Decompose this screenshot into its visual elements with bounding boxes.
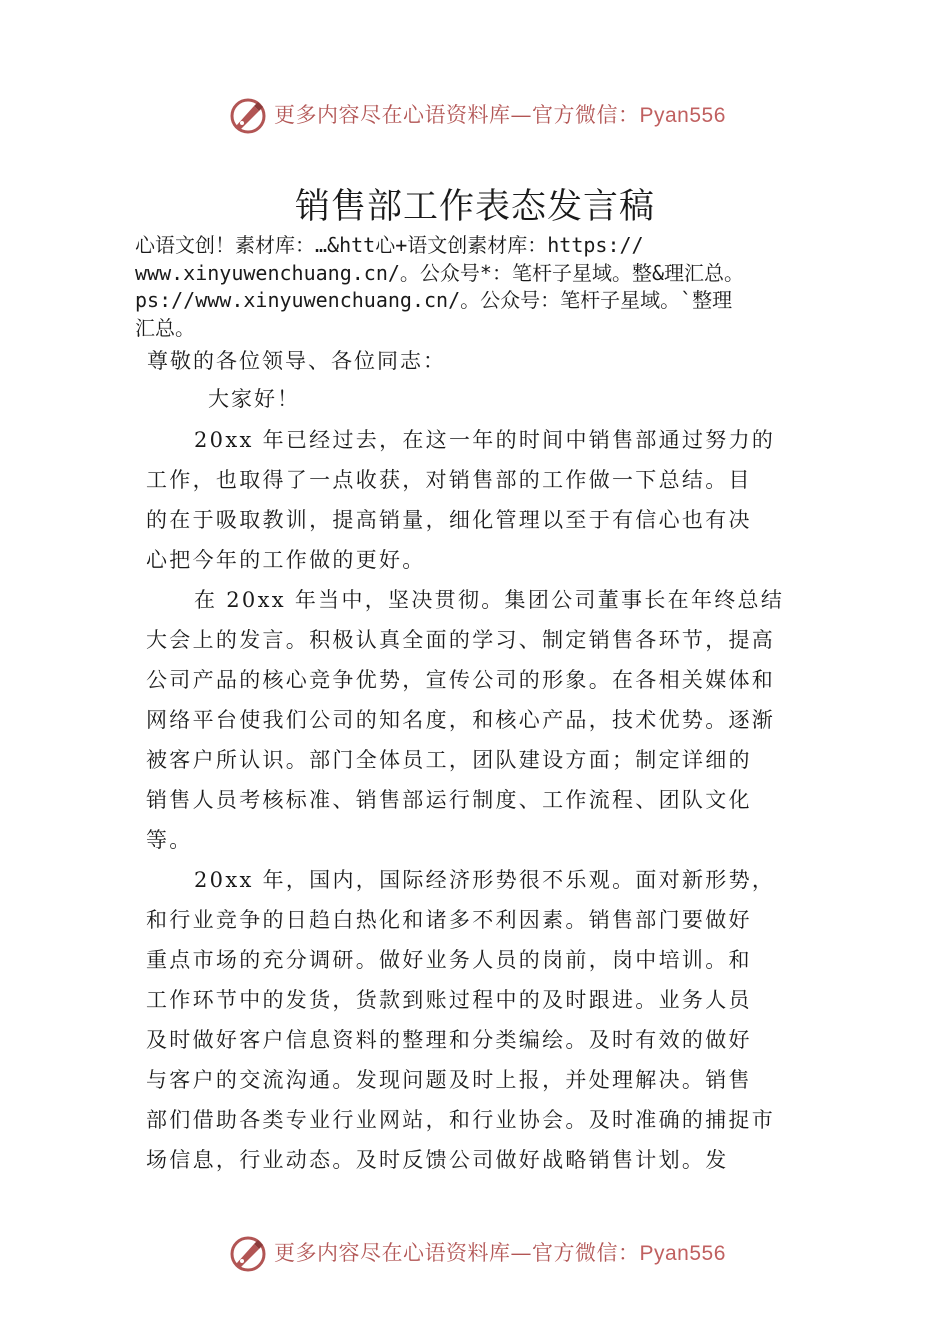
banner-main-text: 更多内容尽在心语资料库—官方微信： [274,103,640,127]
greeting: 大家好！ [208,387,300,411]
body-line: 场信息，行业动态。及时反馈公司做好战略销售计划。发 [146,1148,729,1172]
body-line: 的在于吸取教训，提高销量，细化管理以至于有信心也有决 [146,508,752,532]
pen-nib-icon [228,1234,268,1274]
note-line: 汇总。 [135,315,195,340]
body-line: 和行业竞争的日趋白热化和诸多不利因素。销售部门要做好 [146,908,752,932]
paragraph-1 [146,420,826,580]
banner-wechat-id: Pyan556 [639,104,726,127]
body-line: 销售人员考核标准、销售部运行制度、工作流程、团队文化 [146,788,752,812]
body-line: 等。 [146,828,193,852]
salutation: 尊敬的各位领导、各位同志： [147,349,446,373]
body-line: 公司产品的核心竞争优势，宣传公司的形象。在各相关媒体和 [146,668,776,692]
note-line: www.xinyuwenchuang.cn/。公众号*：笔杆子星域。整&理汇总。 [135,260,744,285]
body-line: 大会上的发言。积极认真全面的学习、制定销售各环节，提高 [146,628,776,652]
body-line: 工作，也取得了一点收获，对销售部的工作做一下总结。目 [146,468,752,492]
body-line: 在 20xx 年当中，坚决贯彻。集团公司董事长在年终总结 [194,588,785,612]
body-line: 及时做好客户信息资料的整理和分类编绘。及时有效的做好 [146,1028,752,1052]
paragraph-2 [146,580,826,860]
body-line: 与客户的交流沟通。发现问题及时上报，并处理解决。销售 [146,1068,752,1092]
pen-nib-icon [228,96,268,136]
body-line: 网络平台使我们公司的知名度，和核心产品，技术优势。逐渐 [146,708,776,732]
body-line: 重点市场的充分调研。做好业务人员的岗前，岗中培训。和 [146,948,752,972]
banner-text [274,101,726,130]
note-line: 心语文创！素材库：…&htt心+语文创素材库：https:// [135,233,644,257]
body-line: 20xx 年，国内，国际经济形势很不乐观。面对新形势， [194,868,776,892]
banner-main-text: 更多内容尽在心语资料库—官方微信： [274,1241,640,1265]
source-notes [135,232,855,342]
banner-text [274,1239,726,1268]
header-banner [0,94,950,138]
document-body [146,420,826,1180]
body-line: 20xx 年已经过去，在这一年的时间中销售部通过努力的 [194,428,776,452]
body-line: 被客户所认识。部门全体员工，团队建设方面；制定详细的 [146,748,752,772]
document-title: 销售部工作表态发言稿 [294,187,655,227]
banner-wechat-id: Pyan556 [639,1242,726,1265]
note-line: ps://www.xinyuwenchuang.cn/。公众号：笔杆子星域。`整理 [135,288,733,312]
footer-banner [0,1232,950,1276]
body-line: 心把今年的工作做的更好。 [146,548,426,572]
body-line: 工作环节中的发货，货款到账过程中的及时跟进。业务人员 [146,988,752,1012]
paragraph-3 [146,860,826,1180]
body-line: 部们借助各类专业行业网站，和行业协会。及时准确的捕捉市 [146,1108,776,1132]
